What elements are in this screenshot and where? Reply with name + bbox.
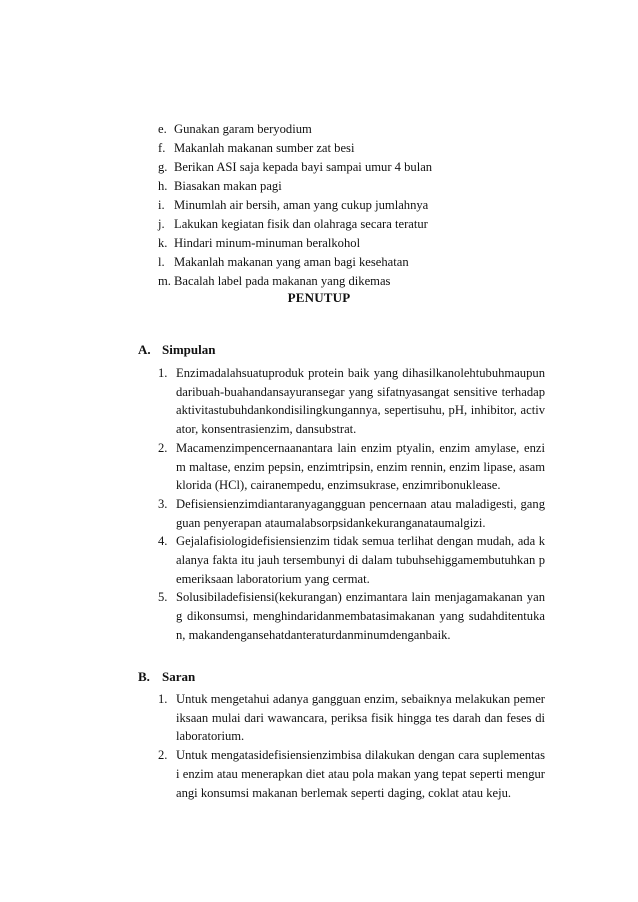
list-item-text: Makanlah makanan yang aman bagi kesehatan xyxy=(174,255,409,269)
section-marker: B. xyxy=(138,669,150,684)
list-item xyxy=(158,588,545,644)
section-heading-text: Saran xyxy=(162,669,196,684)
list-item-text: Solusibiladefisiensi(kekurangan) enzimantara lain menjagamakanan yang dikonsumsi, menghindaridanmembatasimakanan yang sudahditentukan, makandengansehatdanteraturdanminumdenganbaik. xyxy=(176,590,545,642)
list-item xyxy=(158,439,545,495)
list-item xyxy=(158,272,468,291)
list-item xyxy=(158,746,545,802)
list-item-text: Minumlah air bersih, aman yang cukup jumlahnya xyxy=(174,198,429,212)
list-marker: h. xyxy=(158,179,168,193)
list-item xyxy=(158,690,545,746)
list-marker: g. xyxy=(158,160,168,174)
list-item xyxy=(158,234,468,253)
section-marker: A. xyxy=(138,342,151,357)
list-marker: e. xyxy=(158,122,167,136)
list-marker: 2. xyxy=(158,440,168,455)
section-heading-simpulan xyxy=(138,340,215,360)
list-item xyxy=(158,364,545,439)
list-item xyxy=(158,532,545,588)
list-item-text: Hindari minum-minuman beralkohol xyxy=(174,236,361,250)
suggestion-list xyxy=(158,690,545,802)
conclusion-list xyxy=(158,364,545,645)
list-item-text: Lakukan kegiatan fisik dan olahraga secara teratur xyxy=(174,217,428,231)
list-item-text: Berikan ASI saja kepada bayi sampai umur 4 bulan xyxy=(174,160,433,174)
list-item xyxy=(158,177,468,196)
list-marker: k. xyxy=(158,236,168,250)
list-marker: m. xyxy=(158,274,171,288)
list-item-text: Untuk mengatasidefisiensienzimbisa dilakukan dengan cara suplementasi enzim atau menerapkan diet atau pola makan yang tepat seperti mengurangi konsumsi makanan berlemak seperti daging, coklat atau keju. xyxy=(176,748,545,800)
list-item-text: Gejalafisiologidefisiensienzim tidak semua terlihat dengan mudah, ada kalanya fakta itu jauh tersembunyi di dalam tubuhsehiggamembutuhkan pemeriksaan laboratorium yang cermat. xyxy=(176,534,545,586)
list-item xyxy=(158,158,468,177)
section-heading-text: Simpulan xyxy=(162,342,216,357)
list-item xyxy=(158,253,468,272)
list-marker: 2. xyxy=(158,748,168,763)
list-item-text: Macamenzimpencernaanantara lain enzim ptyalin, enzim amylase, enzim maltase, enzim pepsin, enzimtripsin, enzim rennin, enzim lipase, asamklorida (HCl), cairanempedu, enzimsukrase, enzimribonuklease. xyxy=(176,440,545,493)
list-marker: 4. xyxy=(158,534,168,549)
list-item xyxy=(158,120,468,139)
list-item-text: Defisiensienzimdiantaranyagangguan pencernaan atau maladigesti, gangguan penyerapan ataumalabsorpsidankekuranganataumalgizi. xyxy=(176,496,545,530)
list-item-text: Enzimadalahsuatuproduk protein baik yang dihasilkanolehtubuhmaupundaribuah-buahandansayuransegar yang sifatnyasangat sensitive terhadapaktivitastubuhdankondisilingkungannya, sepertisuhu, pH, inhibitor, activator, konsentrasienzim, dansubstrat. xyxy=(176,366,545,437)
list-item-text: Biasakan makan pagi xyxy=(174,179,282,193)
list-marker: i. xyxy=(158,198,165,212)
list-item xyxy=(158,215,468,234)
chapter-title: PENUTUP xyxy=(287,290,351,305)
list-marker: 3. xyxy=(158,496,168,511)
section-heading-saran xyxy=(138,667,195,687)
list-item-text: Untuk mengetahui adanya gangguan enzim, sebaiknya melakukan pemeriksaan mulai dari wawancara, periksa fisik hingga tes darah dan feses di laboratorium. xyxy=(176,692,545,744)
guideline-list xyxy=(158,120,468,291)
list-item xyxy=(158,495,545,532)
list-item xyxy=(158,139,468,158)
list-marker: j. xyxy=(158,217,165,231)
list-item-text: Gunakan garam beryodium xyxy=(174,122,312,136)
list-marker: 5. xyxy=(158,590,168,605)
list-item-text: Bacalah label pada makanan yang dikemas xyxy=(174,274,391,288)
list-item-text: Makanlah makanan sumber zat besi xyxy=(174,141,355,155)
list-item xyxy=(158,196,468,215)
list-marker: l. xyxy=(158,255,165,269)
list-marker: 1. xyxy=(158,366,168,380)
list-marker: 1. xyxy=(158,692,168,706)
list-marker: f. xyxy=(158,141,166,155)
